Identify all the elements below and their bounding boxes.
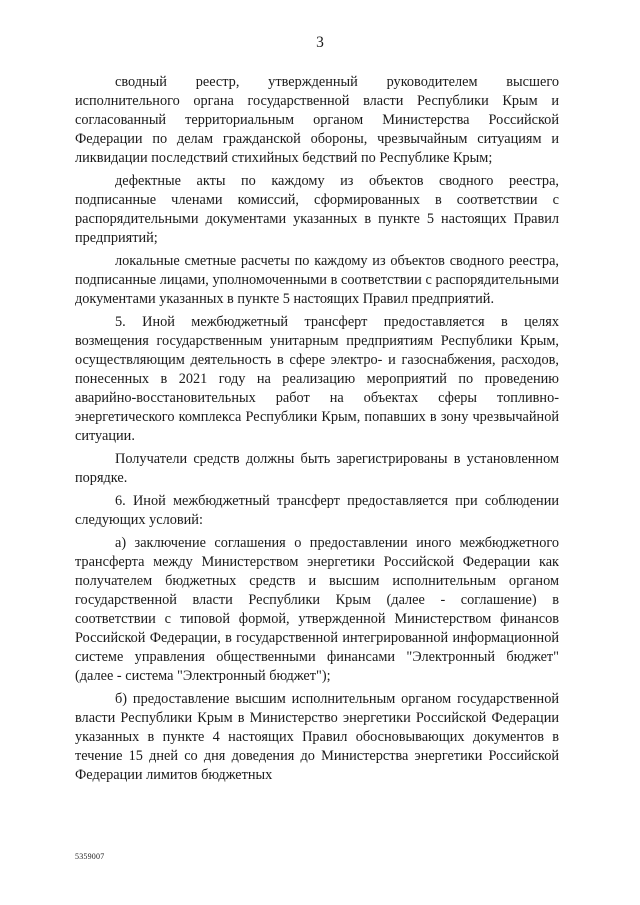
document-code: 5359007 — [75, 852, 105, 861]
paragraph-condition-a: а) заключение соглашения о предоставлении иного межбюджетного трансферта между Министерством энергетики Российской Федерации как получателем бюджетных средств и высшим исполнительным органом государственной власти Республики Крым (далее - соглашение) в соответствии с типовой формой, утвержденной Министерством финансов Российской Федерации, в государственной интегрированной информационной системе управления общественными финансами "Электронный бюджет" (далее - система "Электронный бюджет"); — [75, 534, 559, 685]
paragraph-clause-6: 6. Иной межбюджетный трансферт предоставляется при соблюдении следующих условий: — [75, 492, 559, 529]
paragraph-clause-5: 5. Иной межбюджетный трансферт предоставляется в целях возмещения государственным унитарным предприятиям Республики Крым, осуществляющим деятельность в сфере электро- и газоснабжения, расходов, понесенных в 2021 году на реализацию мероприятий по проведению аварийно-восстановительных работ на объектах сферы топливно-энергетического комплекса Республики Крым, попавших в зону чрезвычайной ситуации. — [75, 313, 559, 445]
paragraph-condition-b: б) предоставление высшим исполнительным органом государственной власти Республики Крым в Министерство энергетики Российской Федерации указанных в пункте 4 настоящих Правил обосновывающих документов в течение 15 дней со дня доведения до Министерства энергетики Российской Федерации лимитов бюджетных — [75, 691, 559, 784]
paragraph-consolidated-registry: сводный реестр, утвержденный руководителем высшего исполнительного органа государственной власти Республики Крым и согласованный территориальным органом Министерства Российской Федерации по делам гражданской обороны, чрезвычайным ситуациям и ликвидации последствий стихийных бедствий по Республике Крым; — [75, 74, 559, 167]
document-body — [75, 73, 559, 789]
paragraph-estimate-calculations: локальные сметные расчеты по каждому из объектов сводного реестра, подписанные лицами, уполномоченными в соответствии с распорядительными документами указанных в пункте 5 настоящих Правил предприятий. — [75, 253, 559, 308]
page-number: 3 — [316, 34, 324, 51]
paragraph-recipients-registration: Получатели средств должны быть зарегистрированы в установленном порядке. — [75, 451, 559, 487]
paragraph-defect-acts: дефектные акты по каждому из объектов сводного реестра, подписанные членами комиссий, сформированных в соответствии с распорядительными документами указанных в пункте 5 настоящих Правил предприятий; — [75, 173, 559, 247]
